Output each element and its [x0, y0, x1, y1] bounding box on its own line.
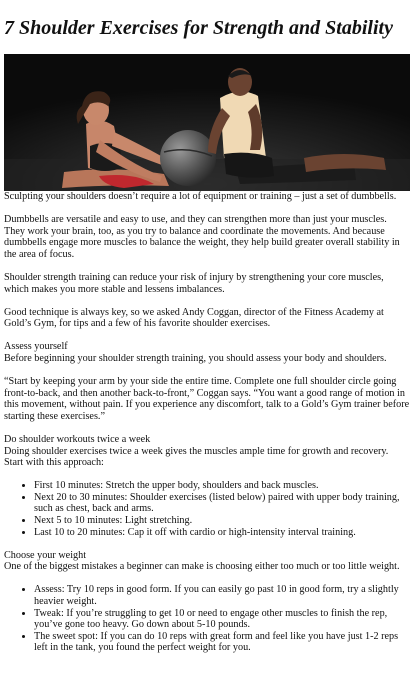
hero-illustration	[4, 54, 410, 191]
weight-heading: Choose your weight	[4, 549, 87, 561]
schedule-list	[4, 480, 410, 538]
twice-body: Doing shoulder exercises twice a week gives the muscles ample time for growth and recovery. Start with this approach:	[4, 445, 389, 469]
medicine-ball	[160, 130, 216, 186]
twice-heading: Do shoulder workouts twice a week	[4, 433, 151, 445]
hero-image	[4, 54, 410, 191]
injury-paragraph: Shoulder strength training can reduce your risk of injury by strengthening your core muscles, which makes you more stable and lessens imbalances.	[4, 271, 384, 295]
list-item: • Next 5 to 10 minutes: Light stretching.	[34, 515, 410, 527]
list-item: • First 10 minutes: Stretch the upper body, shoulders and back muscles.	[34, 480, 410, 492]
article	[4, 16, 410, 654]
weight-list	[4, 584, 410, 654]
weight-body: One of the biggest mistakes a beginner can make is choosing either too much or too little weight.	[4, 561, 400, 573]
twice-section	[4, 434, 410, 469]
list-item: • Last 10 to 20 minutes: Cap it off with cardio or high-intensity interval training.	[34, 527, 410, 539]
list-item: • Next 20 to 30 minutes: Shoulder exercises (listed below) paired with upper body training, such as chest, back and arms.	[34, 492, 410, 515]
assess-body: Before beginning your shoulder strength training, you should assess your body and shoulders.	[4, 352, 387, 364]
list-item: • Assess: Try 10 reps in good form. If you can easily go past 10 in good form, try a slightly heavier weight.	[34, 584, 410, 607]
assess-section	[4, 341, 410, 364]
weight-section	[4, 550, 410, 573]
article-title: 7 Shoulder Exercises for Strength and Stability	[4, 17, 393, 39]
technique-paragraph: Good technique is always key, so we asked Andy Coggan, director of the Fitness Academy at Gold’s Gym, for tips and a few of his favorite shoulder exercises.	[4, 306, 384, 330]
assess-quote: “Start by keeping your arm by your side the entire time. Complete one full shoulder circle going front-to-back, and then another back-to-front,” Coggan says. “You want a good range of motion in this movement, without pain. If you experience any discomfort, talk to a Gold’s Gym trainer before starting these exercises.”	[4, 376, 410, 422]
assess-heading: Assess yourself	[4, 341, 68, 353]
list-item: • The sweet spot: If you can do 10 reps with great form and feel like you have just 1-2 reps left in the tank, you found the perfect weight for you.	[34, 631, 410, 654]
intro-paragraph: Sculpting your shoulders doesn’t require a lot of equipment or training – just a set of dumbbells.	[4, 191, 397, 202]
dumbbells-paragraph: Dumbbells are versatile and easy to use, and they can strengthen more than just your muscles. They work your brain, too, as you try to balance and coordinate the movements. And because dumbbells engage more muscles to balance the weight, they help build greater overall stability in the area of focus.	[4, 214, 400, 260]
list-item: • Tweak: If you’re struggling to get 10 or need to engage other muscles to finish the rep, you’ve gone too heavy. Go down about 5-10 pounds.	[34, 608, 410, 631]
